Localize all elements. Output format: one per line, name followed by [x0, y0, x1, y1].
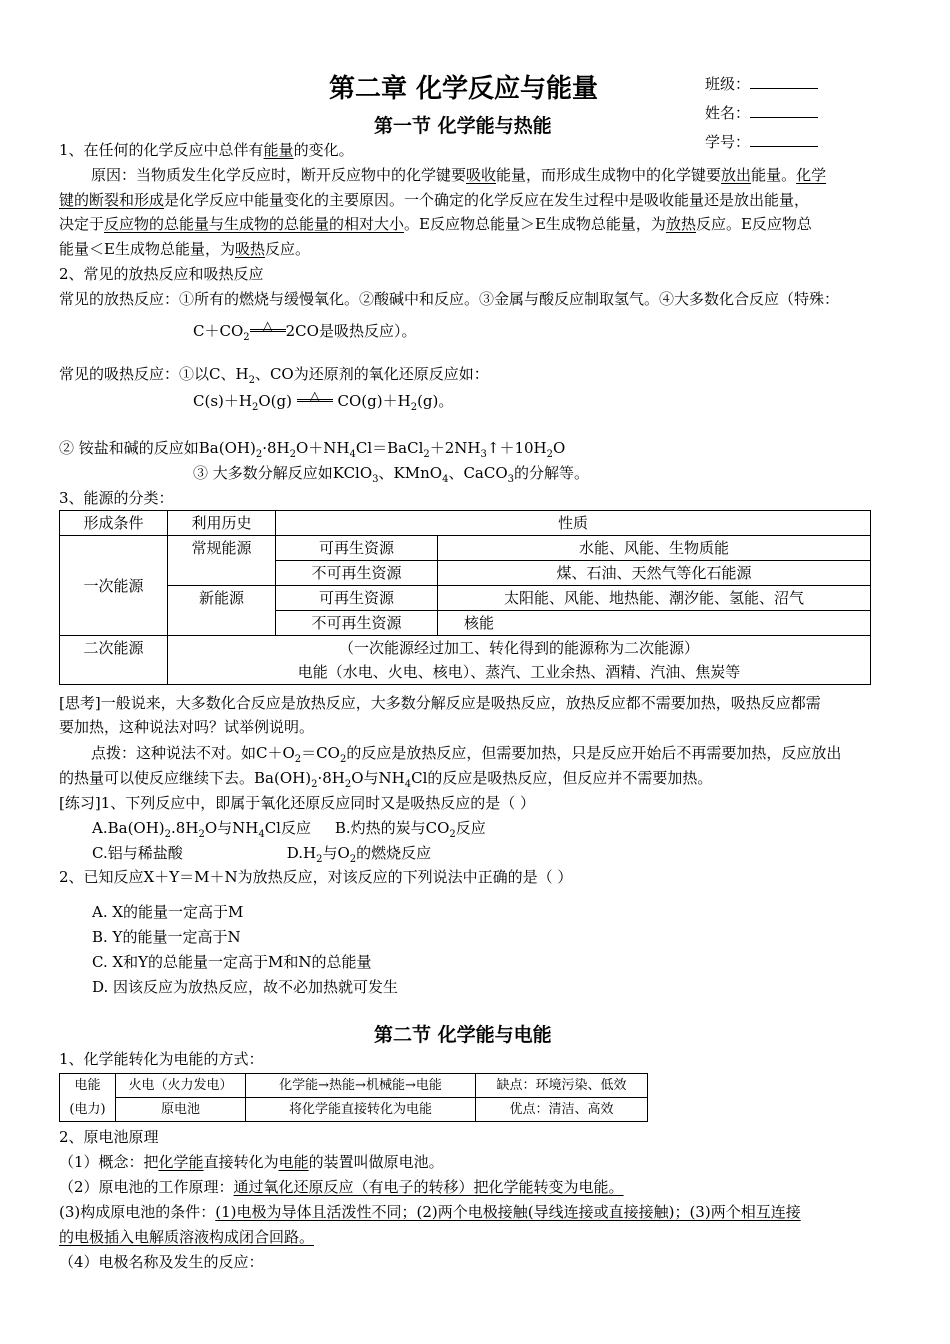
cell-nonrenew-1: 不可再生资源: [276, 561, 438, 586]
cell-renew-2: 可再生资源: [276, 586, 438, 611]
th-property: 性质: [276, 511, 871, 536]
cell-thermal: 火电（火力发电）: [116, 1074, 246, 1098]
para-8: ② 铵盐和碱的反应如$Ba(OH)_2\cdot 8H_2O+NH_4Cl=BaCl_2+2NH_3↑+10H_2O$: [59, 439, 566, 460]
tip-2: 的热量可以使反应继续下去。$Ba(OH)_2\cdot 8H_2O$与$NH_4Cl$的反应是吸热反应，但反应并不需要加热。: [59, 769, 713, 790]
para-2-line-3: 决定于反应物的总能量与生成物的总能量的相对大小。E反应物总能量＞E生成物总能量，为放热反应。E反应物总: [59, 215, 812, 233]
cell-r3: 太阳能、风能、地热能、潮汐能、氢能、沼气: [438, 586, 871, 611]
q2: 2、原电池原理: [59, 1128, 159, 1146]
para-2-line-4: 能量＜E生成物总能量，为吸热反应。: [59, 240, 310, 258]
cell-thermal-path: 化学能→热能→机械能→电能: [246, 1074, 476, 1098]
th-condition: 形成条件: [60, 511, 168, 536]
q1: 1、化学能转化为电能的方式：: [59, 1050, 264, 1068]
exercise-2-d: D. 因该反应为放热反应，故不必加热就可发生: [92, 978, 399, 996]
cell-battery: 原电池: [116, 1098, 246, 1122]
class-field: 班级：: [705, 72, 818, 96]
cell-s1: （一次能源经过加工、转化得到的能源称为二次能源）: [168, 636, 871, 661]
think-2: 要加热，这种说法对吗？试举例说明。: [59, 718, 315, 736]
name-field: 姓名：: [705, 101, 818, 125]
cell-electric: 电能: [60, 1074, 116, 1098]
cell-thermal-cons: 缺点：环境污染、低效: [476, 1074, 648, 1098]
exercise-2: 2、已知反应X＋Y＝M＋N为放热反应，对该反应的下列说法中正确的是（ ）: [59, 868, 573, 886]
cell-r4: 核能: [438, 611, 871, 636]
q4: （2）原电池的工作原理：通过氧化还原反应（有电子的转移）把化学能转变为电能。: [59, 1178, 624, 1196]
para-4: 常见的放热反应：①所有的燃烧与缓慢氧化。②酸碱中和反应。③金属与酸反应制取氢气。④大多数化合反应（特殊：: [59, 290, 840, 308]
para-5: $C+CO_2$ △ 2CO是吸热反应）。: [193, 319, 417, 343]
tip-1: 点拨：这种说法不对。如$C+O_2=CO_2$的反应是放热反应，但需要加热，只是反应开始后不再需要加热，反应放出: [91, 744, 842, 765]
para-2-line-1: 原因：当物质发生化学反应时，断开反应物中的化学键要吸收能量，而形成生成物中的化学键要放出能量。化学: [91, 166, 827, 184]
think-1: [思考]一般说来，大多数化合反应是放热反应，大多数分解反应是吸热反应，放热反应都不需要加热，吸热反应都需: [59, 694, 821, 712]
cell-renew-1: 可再生资源: [276, 536, 438, 561]
id-field: 学号：: [705, 130, 818, 154]
section-title-2: 第二节 化学能与电能: [374, 1024, 552, 1046]
cell-r1: 水能、风能、生物质能: [438, 536, 871, 561]
para-6: 常见的吸热反应：①以C、$H_2$、CO为还原剂的氧化还原反应如：: [59, 365, 489, 386]
cell-conventional: 常规能源: [168, 536, 276, 586]
conversion-table: [59, 1073, 648, 1122]
exercise-2-c: C. X和Y的总能量一定高于M和N的总能量: [92, 953, 372, 971]
para-10: 3、能源的分类：: [59, 489, 174, 507]
cell-battery-pros: 优点：清洁、高效: [476, 1098, 648, 1122]
q7: （4）电极名称及发生的反应：: [59, 1253, 264, 1271]
exercise-1: [练习]1、下列反应中，即属于氧化还原反应同时又是吸热反应的是（ ）: [59, 794, 536, 812]
q6: 的电极插入电解质溶液构成闭合回路。: [59, 1228, 315, 1246]
energy-classification-table: [59, 510, 871, 685]
exercise-2-a: A. X的能量一定高于M: [92, 903, 244, 921]
th-history: 利用历史: [168, 511, 276, 536]
cell-s2: 电能（水电、火电、核电）、蒸汽、工业余热、酒精、汽油、焦炭等: [168, 660, 871, 685]
para-9: ③ 大多数分解反应如KClO$_3$、KMnO$_4$、CaCO$_3$的分解等。: [193, 464, 590, 485]
cell-r2: 煤、石油、天然气等化石能源: [438, 561, 871, 586]
para-3: 2、常见的放热反应和吸热反应: [59, 265, 264, 283]
cell-new: 新能源: [168, 586, 276, 636]
cell-nonrenew-2: 不可再生资源: [276, 611, 438, 636]
exercise-2-b: B. Y的能量一定高于N: [92, 928, 241, 946]
cell-primary: 一次能源: [60, 536, 168, 636]
cell-battery-path: 将化学能直接转化为电能: [246, 1098, 476, 1122]
exercise-1-cd: C.铝与稀盐酸 $D.H_2$与$O_2$的燃烧反应: [92, 844, 432, 865]
para-7: $C(s)+H_2O(g)$ △ $CO(g)+H_2(g)$。: [193, 389, 454, 413]
exercise-1-ab: $A.Ba(OH)_2.8H_2O$与$NH_4Cl$反应 B.灼热的炭与$CO_2$反应: [92, 819, 486, 840]
cell-power: (电力): [60, 1098, 116, 1122]
q5: (3)构成原电池的条件：(1)电极为导体且活泼性不同；(2)两个电极接触(导线连接或直接接触)；(3)两个相互连接: [59, 1203, 801, 1221]
section-title-1: 第一节 化学能与热能: [374, 115, 552, 137]
para-2-line-2: 键的断裂和形成是化学反应中能量变化的主要原因。一个确定的化学反应在发生过程中是吸收能量还是放出能量，: [59, 191, 810, 209]
q3: （1）概念：把化学能直接转化为电能的装置叫做原电池。: [59, 1153, 444, 1171]
cell-secondary: 二次能源: [60, 636, 168, 685]
page-title: 第二章 化学反应与能量: [329, 74, 599, 104]
para-1: 1、在任何的化学反应中总伴有能量的变化。: [59, 141, 354, 159]
